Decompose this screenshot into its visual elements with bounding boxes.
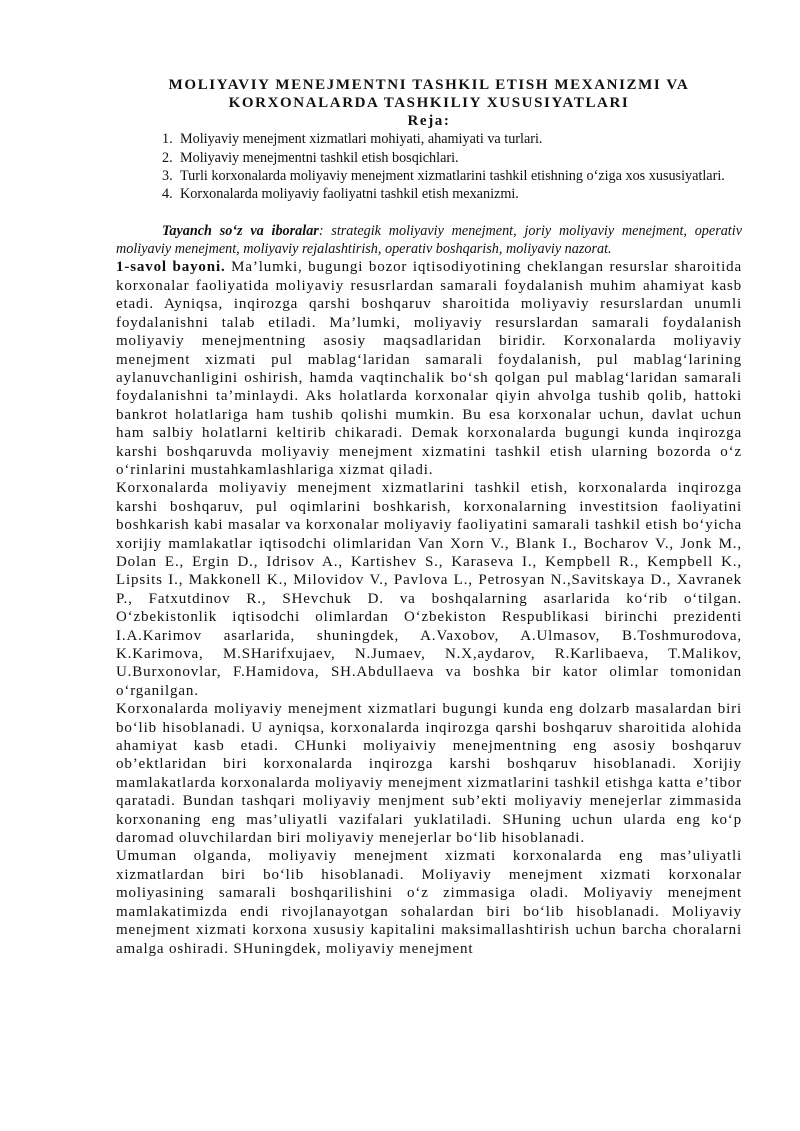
plan-item-number: 2. — [162, 149, 173, 166]
keywords-label: Tayanch so‘z va iboralar — [162, 223, 319, 240]
title-line-1: MOLIYAVIY MENEJMENTNI TASHKIL ETISH MEXANIZMI VA — [168, 77, 690, 93]
plan-item-text: Korxonalarda moliyaviy faoliyatni tashkil etish mexanizmi. — [180, 186, 519, 203]
body-paragraph: Korxonalarda moliyaviy menejment xizmatlari bugungi kunda eng dolzarb masalardan biri bo‘lib hisoblanadi. U ayniqsa, korxonalarda inqirozga qarshi boshqaruv sharoitida alohida ahamiyat kasb etadi. CHunki moliyaiviy menejmentning eng asosiy boshqaruv ob’ektlaridan biri korxonalarda inqirozga karshi boshqaruv hisoblanadi. Xorijiy mamlakatlarda korxonalarda moliyaviy menejment xizmatlarini tashkil etishga katta e’tibor qaratadi. Bundan tashqari moliyaviy menjment sub’ekti moliyaviy menejerlar zimmasida korxonaning eng mas’uliyatli vazifalari yuklatiladi. SHuning uchun ularda eng ko‘p daromad oluvchilardan biri moliyaviy menejerlar bo‘lib hisoblanadi. — [116, 701, 742, 847]
plan-item-text: Moliyaviy menejmentni tashkil etish bosqichlari. — [180, 149, 459, 166]
title-line-2: KORXONALARDA TASHKILIY XUSUSIYATLARI — [228, 95, 630, 111]
plan-heading: Reja: — [407, 113, 451, 129]
plan-list — [116, 130, 742, 203]
plan-item — [116, 149, 742, 167]
plan-item — [116, 167, 742, 185]
body-paragraph: Korxonalarda moliyaviy menejment xizmatlarini tashkil etish, korxonalarda inqirozga karshi boshqaruv, pul oqimlarini boshkarish, korxonalarning investitsion faoliyatini boshkarish kabi masalar va korxonalar moliyaviy faoliyatini samarali tashkil etish bo‘yicha xorijiy mamlakatlar iqtisodchi olimlaridan Van Xorn V., Blank I., Bocharov V., Jonk M., Dolan E., Ergin D., Idrisov A., Kartishev S., Karaseva I., Kempbell R., Kempbell K., Lipsits I., Makkonell K., Milovidov V., Pavlova L., Petrosyan N.,Savitskaya D., Xavranek P., Fatxutdinov R., SHevchuk D. va boshqalarning asarlarida ko‘rib o‘tilgan. O‘zbekistonlik iqtisodchi olimlardan O‘zbekiston Respublikasi birinchi prezidenti I.A.Karimov asarlarida, shuningdek, A.Vaxobov, A.Ulmasov, B.Toshmurodova, K.Karimova, M.SHarifxujaev, N.Jumaev, N.X,aydarov, R.Karlibaeva, T.Malikov, U.Burxonovlar, F.Hamidova, SH.Abdullaeva va boshka bir kator olimlar tomonidan o‘rganilgan. — [116, 480, 742, 699]
plan-item — [116, 185, 742, 203]
plan-item-number: 1. — [162, 131, 173, 148]
section-lead: 1-savol bayoni. — [116, 259, 226, 276]
keywords-text: : strategik moliyaviy menejment, joriy moliyaviy menejment, operativ moliyaviy menejment, moliyaviy rejalashtirish, operativ boshqarish, moliyaviy nazorat. — [116, 223, 742, 257]
plan-item-number: 3. — [162, 167, 173, 184]
body-paragraph: Umuman olganda, moliyaviy menejment xizmati korxonalarda eng mas’uliyatli xizmatlardan biri bo‘lib hisoblanadi. Moliyaviy menejment xizmati korxonalar moliyasining samarali boshqarilishini o‘z zimmasiga oladi. Moliyaviy menejment mamlakatimizda endi rivojlanayotgan sohalardan biri bo‘lib hisoblanadi. Moliyaviy menejment xizmati korxona xususiy kapitalini maksimallashtirish uchun barcha choralarni amalga oshiradi. SHuningdek, moliyaviy menejment — [116, 848, 742, 957]
body-paragraph — [116, 258, 742, 479]
document-title — [116, 76, 742, 112]
spacer — [116, 203, 742, 223]
plan-item-text: Moliyaviy menejment xizmatlari mohiyati, ahamiyati va turlari. — [180, 131, 543, 148]
plan-item-text: Turli korxonalarda moliyaviy menejment xizmatlarini tashkil etishning o‘ziga xos xususiyatlari. — [180, 167, 725, 184]
paragraph-text: Ma’lumki, bugungi bozor iqtisodiyotining cheklangan resurslar sharoitida korxonalar faoliyatida moliyaviy resusrlardan samarali foydalanish muhim ahamiyat kasb etadi. Ayniqsa, inqirozga qarshi boshqaruv sharoitida moliyaviy resurslardan unumli foydalanishni talab etiladi. Ma’lumki, moliyaviy resurslardan samarali foydalanish moliyaviy menejmentning asosiy maqsadlaridan biridir. Korxonalarda moliyaviy menejment xizmati pul mablag‘laridan samarali foydalanish, pul mablag‘larining aylanuvchanligini oshirish, hamda vaqtinchalik bo‘sh qolgan pul mablag‘laridan samarali foydalanishni ta’minlaydi. Aks holatlarda korxonalar qiyin ahvolga tushib qolib, hattoki bankrot holatlariga ham tushib qolishi mumkin. Bu esa korxonalar uchun, davlat uchun ham salbiy holatlarni keltirib chikaradi. Demak korxonalarda bugungi kunda inqirozga karshi boshqaruvda moliyaviy menejment xizmatini tashkil etish ularning bozorda o‘z o‘rinlarini mustahkamlashlariga xizmat qiladi. — [116, 259, 742, 478]
plan-item — [116, 130, 742, 148]
keywords-paragraph — [116, 223, 742, 258]
plan-item-number: 4. — [162, 186, 173, 203]
document-page — [116, 76, 742, 958]
